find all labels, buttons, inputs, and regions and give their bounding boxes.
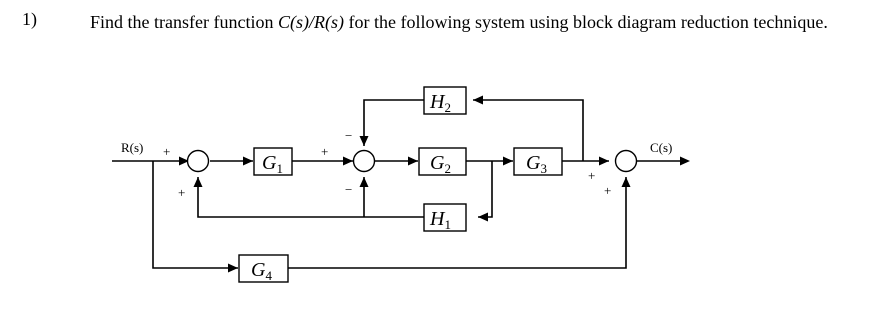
block-g2-label: $G_2$ (430, 152, 451, 176)
block-h1-label: $H_1$ (430, 208, 451, 232)
block-g4-label: $G_4$ (251, 259, 272, 283)
arrowhead-h2-in (473, 96, 483, 105)
sign-sj3-left: + (588, 168, 596, 183)
arrowhead-g1-in (243, 157, 253, 166)
arrowhead-sj3-bottom (622, 177, 631, 187)
summing-junction-2 (354, 151, 375, 172)
sign-sj1-bottom: + (178, 185, 186, 200)
output-signal-label: C(s) (650, 140, 673, 155)
problem-text-before: Find the transfer function (90, 12, 278, 32)
block-h2-label: $H_2$ (430, 91, 451, 115)
sign-sj3-bottom: + (604, 183, 612, 198)
wire-h1-feedback-in (478, 161, 492, 217)
wire-g4-in (153, 161, 238, 268)
sign-sj2-left: + (321, 144, 329, 159)
arrowhead-output (680, 157, 690, 166)
summing-junction-1 (188, 151, 209, 172)
block-g3-label: $G_3$ (526, 152, 547, 176)
arrowhead-sj3-left (599, 157, 609, 166)
arrowhead-h1-in (478, 213, 488, 222)
sign-sj2-bottom: − (345, 182, 353, 197)
arrowhead-g3-in (503, 157, 513, 166)
sign-sj2-top: − (345, 128, 353, 143)
problem-text-after: for the following system using block diagram reduction technique. (343, 12, 828, 32)
input-signal-label: R(s) (121, 140, 144, 155)
block-g1-label: $G_1$ (262, 152, 283, 176)
arrowhead-sj1-bottom (194, 177, 203, 187)
wire-h2-feedback-out (364, 100, 424, 146)
problem-number: 1) (22, 9, 37, 29)
arrowhead-g4-in (228, 264, 238, 273)
transfer-function-expression: C(s)/R(s) (277, 12, 344, 32)
arrowhead-sj2-bottom (360, 177, 369, 187)
arrowhead-g2-in (408, 157, 418, 166)
arrowhead-sj2-left (343, 157, 353, 166)
arrowhead-sj2-top (360, 136, 369, 146)
sign-sj1-top: + (163, 144, 171, 159)
summing-junction-3 (616, 151, 637, 172)
wire-h1-to-sj1 (198, 177, 364, 217)
